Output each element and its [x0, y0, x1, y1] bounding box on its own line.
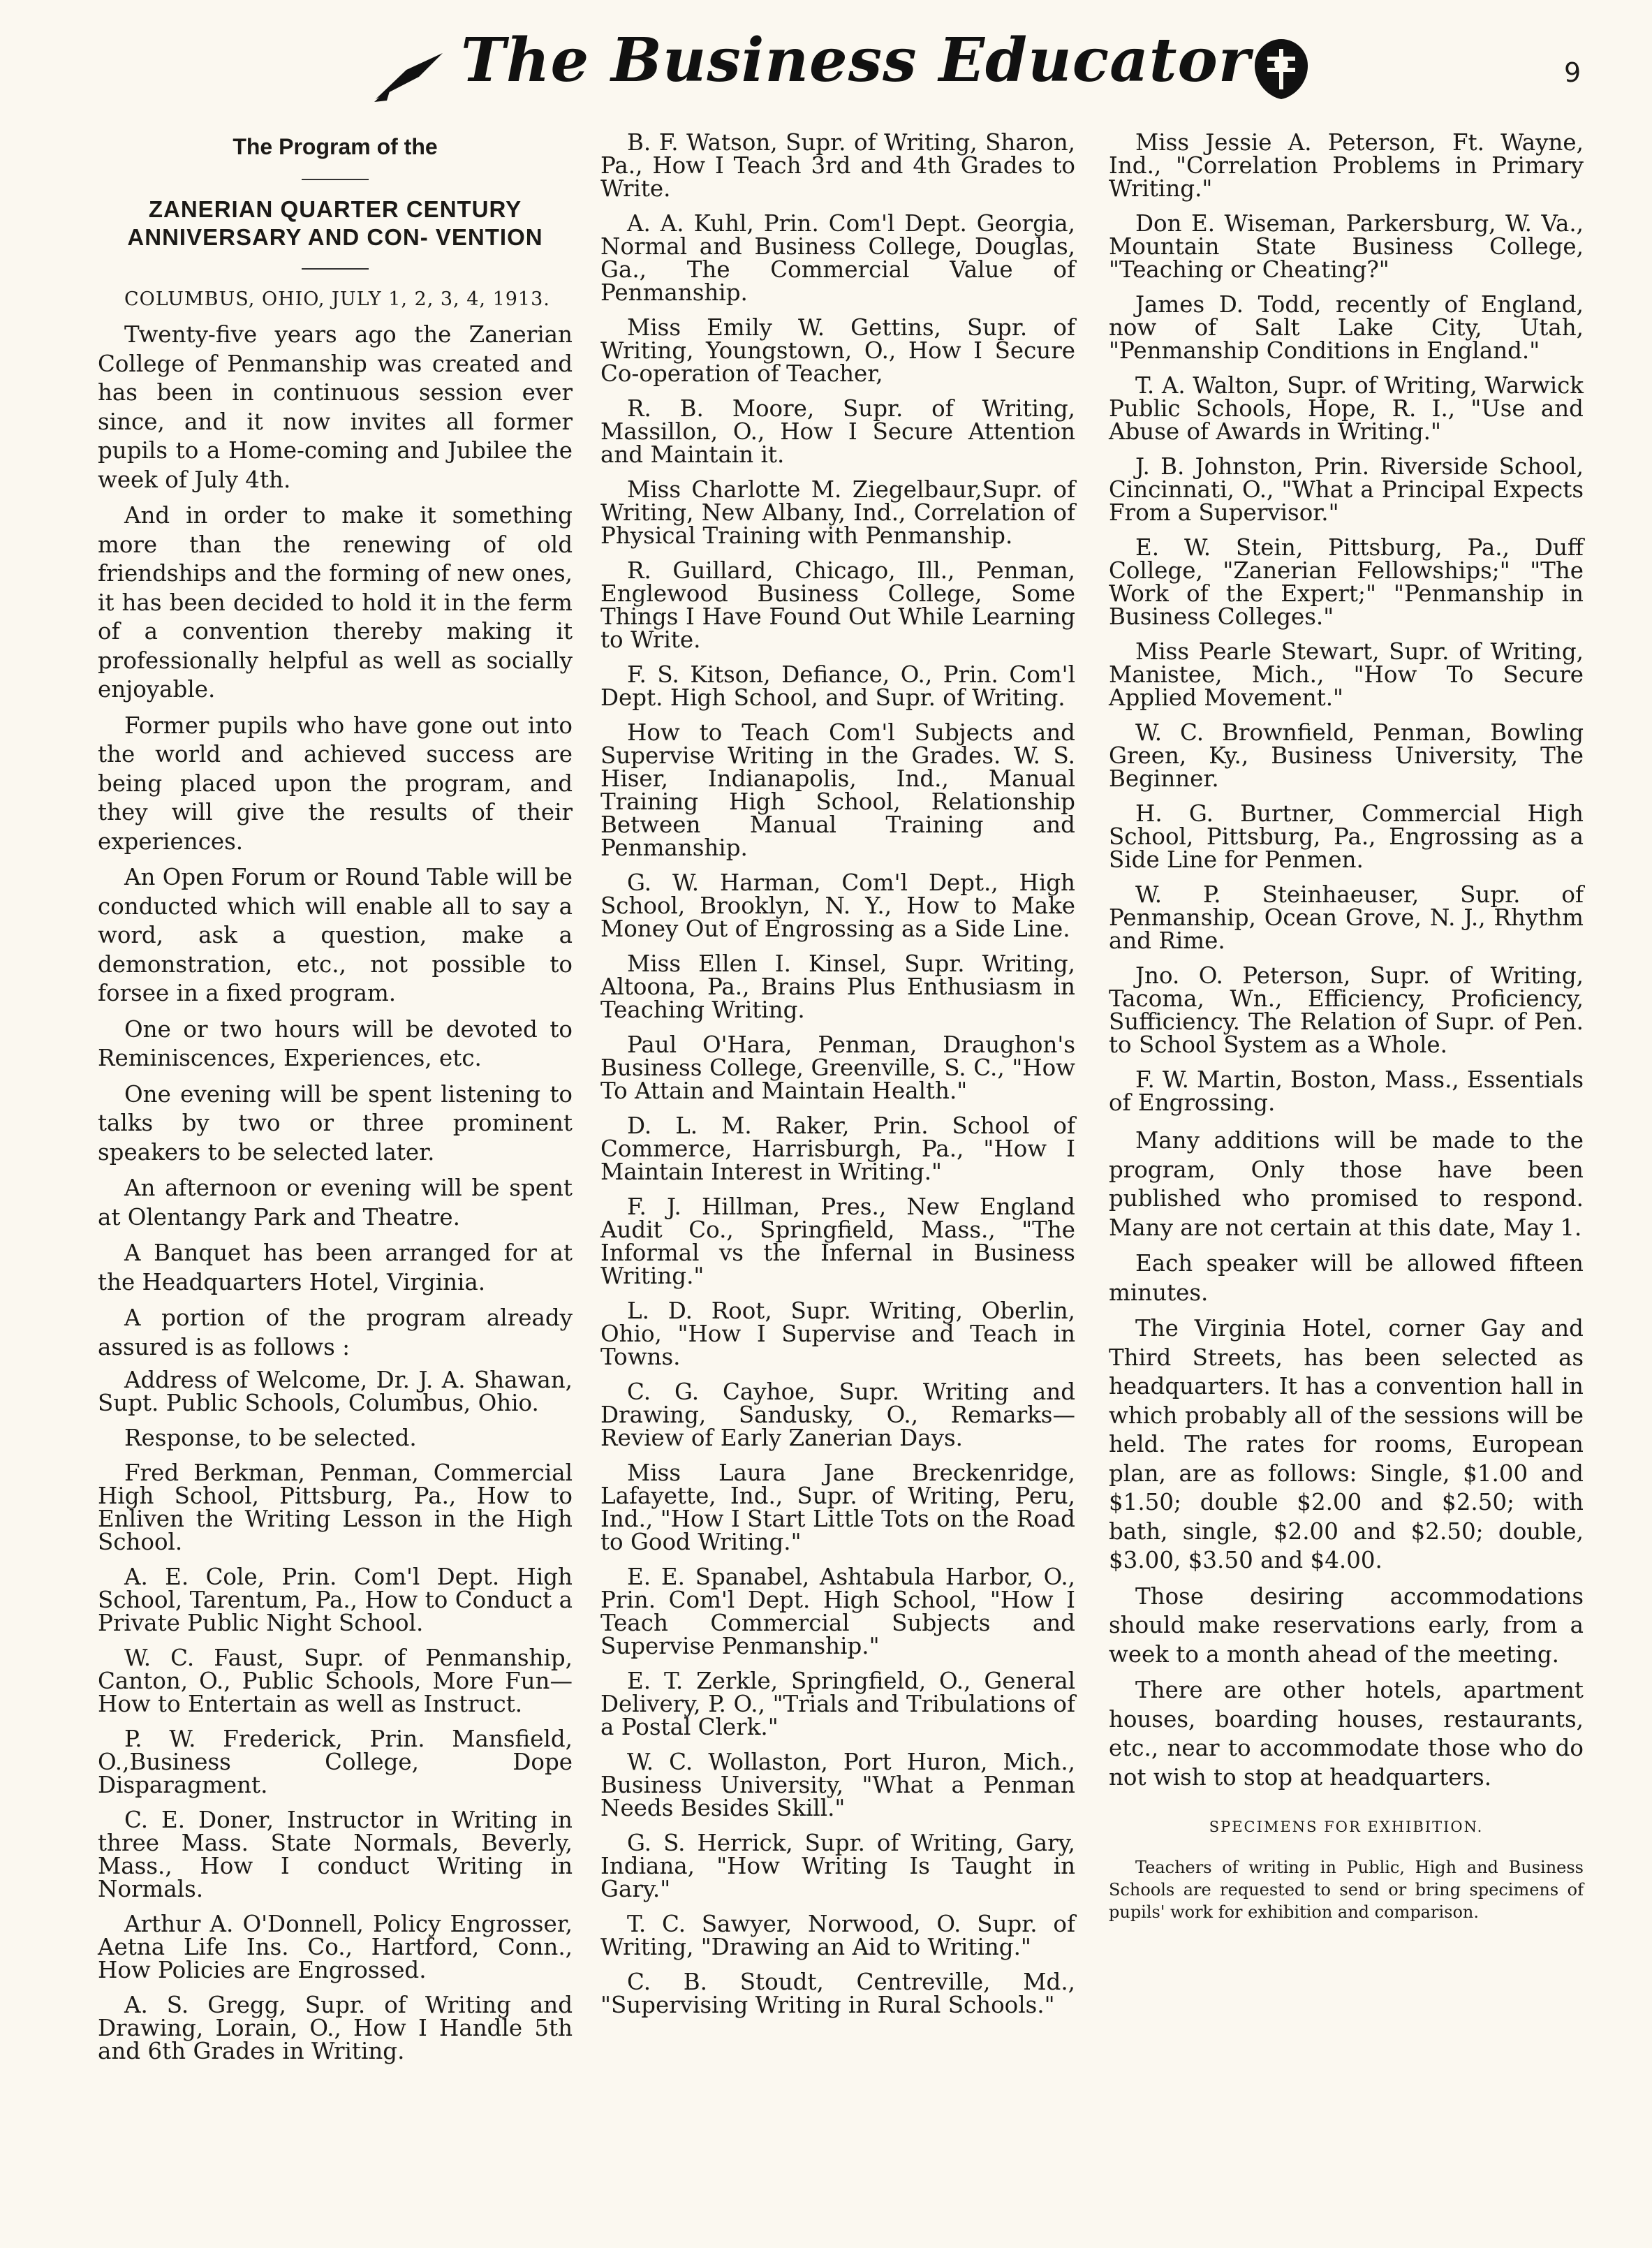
program-entry: G. S. Herrick, Supr. of Writing, Gary, Indiana, "How Writing Is Taught in Gary.": [600, 1830, 1075, 1902]
quill-pen-icon: [370, 49, 447, 105]
paragraph: An afternoon or evening will be spent at Olentangy Park and Theatre.: [98, 1175, 573, 1230]
intro-paragraphs: [98, 321, 573, 1362]
program-entry: A. A. Kuhl, Prin. Com'l Dept. Georgia, Normal and Business College, Douglas, Ga., The Commercial Value of Penmanship.: [600, 210, 1075, 306]
program-entry: Miss Pearle Stewart, Supr. of Writing, Manistee, Mich., "How To Secure Applied Movement.": [1109, 638, 1584, 711]
program-entry: Miss Charlotte M. Ziegelbaur,Supr. of Writing, New Albany, Ind., Correlation of Physical Training with Penmanship.: [600, 476, 1075, 549]
program-entry: G. W. Harman, Com'l Dept., High School, Brooklyn, N. Y., How to Make Money Out of Engrossing as a Side Line.: [600, 869, 1075, 942]
program-entry: F. J. Hillman, Pres., New England Audit Co., Springfield, Mass., "The Informal vs the Infernal in Business Writing.": [600, 1193, 1075, 1289]
emblem-icon: [1246, 34, 1316, 103]
program-entry: L. D. Root, Supr. Writing, Oberlin, Ohio, "How I Supervise and Teach in Towns.: [600, 1298, 1075, 1370]
paragraph: There are other hotels, apartment houses, boarding houses, restaurants, etc., near to accommodate those who do not wish to stop at headquarters.: [1109, 1677, 1584, 1791]
program-entry: Paul O'Hara, Penman, Draughon's Business College, Greenville, S. C., "How To Attain and Maintain Health.": [600, 1031, 1075, 1104]
program-entry: W. C. Wollaston, Port Huron, Mich., Business University, "What a Penman Needs Besides Skill.": [600, 1749, 1075, 1821]
dateline: COLUMBUS, OHIO, JULY 1, 2, 3, 4, 1913.: [124, 288, 550, 310]
divider: [302, 268, 369, 270]
program-entry: Fred Berkman, Penman, Commercial High School, Pittsburg, Pa., How to Enliven the Writing Lesson in the High School.: [98, 1460, 573, 1555]
program-entry: James D. Todd, recently of England, now of Salt Lake City, Utah, "Penmanship Conditions in England.": [1109, 291, 1584, 364]
program-entry: J. B. Johnston, Prin. Riverside School, Cincinnati, O., "What a Principal Expects From a Supervisor.": [1109, 453, 1584, 526]
program-entry: C. E. Doner, Instructor in Writing in three Mass. State Normals, Beverly, Mass., How I conduct Writing in Normals.: [98, 1807, 573, 1902]
column-1: [98, 131, 573, 2075]
program-entry: W. C. Brownfield, Penman, Bowling Green, Ky., Business University, The Beginner.: [1109, 719, 1584, 792]
program-entry: T. A. Walton, Supr. of Writing, Warwick Public Schools, Hope, R. I., "Use and Abuse of Awards in Writing.": [1109, 372, 1584, 445]
paragraph: One or two hours will be devoted to Reminiscences, Experiences, etc.: [98, 1015, 573, 1071]
article-kicker: The Program of the: [233, 134, 438, 159]
program-entry: T. C. Sawyer, Norwood, O. Supr. of Writing, "Drawing an Aid to Writing.": [600, 1911, 1075, 1960]
column-2: [600, 131, 1075, 2029]
program-entry: H. G. Burtner, Commercial High School, Pittsburg, Pa., Engrossing as a Side Line for Penmen.: [1109, 800, 1584, 873]
program-entry: Response, to be selected.: [124, 1425, 417, 1451]
closing-paragraphs: [1109, 1126, 1584, 1792]
divider: [302, 179, 369, 180]
paragraph: And in order to make it something more than the renewing of old friendships and the forming of new ones, it has been decided to hold it in the ferm of a convention thereby making it professionally helpful as well as socially enjoyable.: [98, 502, 573, 703]
article-title: ZANERIAN QUARTER CENTURY ANNIVERSARY AND CON- VENTION: [127, 196, 543, 250]
program-entry: W. C. Faust, Supr. of Penmanship, Canton, O., Public Schools, More Fun—How to Entertain as well as Instruct.: [98, 1645, 573, 1717]
program-entry: F. S. Kitson, Defiance, O., Prin. Com'l Dept. High School, and Supr. of Writing.: [600, 661, 1075, 711]
paragraph: Those desiring accommodations should make reservations early, from a week to a month ahead of the meeting.: [1109, 1582, 1584, 1668]
paragraph: Twenty-five years ago the Zanerian College of Penmanship was created and has been in continuous session ever since, and it now invites all former pupils to a Home-coming and Jubilee the week of July 4th.: [98, 321, 573, 493]
paragraph: A Banquet has been arranged for at the Headquarters Hotel, Virginia.: [98, 1240, 573, 1295]
program-entry: C. G. Cayhoe, Supr. Writing and Drawing, Sandusky, O., Remarks—Review of Early Zanerian Days.: [600, 1379, 1075, 1451]
program-entry: P. W. Frederick, Prin. Mansfield, O.,Business College, Dope Disparagment.: [98, 1726, 573, 1798]
program-entry: E. W. Stein, Pittsburg, Pa., Duff College, "Zanerian Fellowships;" "The Work of the Expert;" "Penmanship in Business Colleges.": [1109, 534, 1584, 630]
paragraph: Many additions will be made to the program, Only those have been published who promised to respond. Many are not certain at this date, May 1.: [1109, 1127, 1584, 1241]
paragraph: The Virginia Hotel, corner Gay and Third Streets, has been selected as headquarters. It has a convention hall in which probably all of the sessions will be held. The rates for rooms, European plan, are as follows: Single, $1.00 and $1.50; double $2.00 and $2.50; with bath, single, $2.00 and $2.50; double, $3.00, $3.50 and $4.00.: [1109, 1315, 1584, 1573]
section-heading: SPECIMENS FOR EXHIBITION.: [1209, 1819, 1484, 1835]
program-entry: E. E. Spanabel, Ashtabula Harbor, O., Prin. Com'l Dept. High School, "How I Teach Commercial Subjects and Supervise Penmanship.": [600, 1564, 1075, 1659]
masthead-title: The Business Educator: [461, 25, 1251, 96]
paragraph: One evening will be spent listening to talks by two or three prominent speakers to be selected later.: [98, 1080, 573, 1166]
program-entry: Miss Ellen I. Kinsel, Supr. Writing, Altoona, Pa., Brains Plus Enthusiasm in Teaching Writing.: [600, 950, 1075, 1023]
program-entry: Miss Jessie A. Peterson, Ft. Wayne, Ind., "Correlation Problems in Primary Writing.": [1109, 129, 1584, 202]
program-entry: E. T. Zerkle, Springfield, O., General Delivery, P. O., "Trials and Tribulations of a Postal Clerk.": [600, 1668, 1075, 1740]
program-list: [98, 1369, 573, 2063]
specimens-notice: Teachers of writing in Public, High and Business Schools are requested to send or bring specimens of pupils' work for exhibition and comparison.: [1109, 1857, 1584, 1922]
program-entry: Arthur A. O'Donnell, Policy Engrosser, Aetna Life Ins. Co., Hartford, Conn., How Policies are Engrossed.: [98, 1911, 573, 1983]
program-entry: R. Guillard, Chicago, Ill., Penman, Englewood Business College, Some Things I Have Found Out While Learning to Write.: [600, 557, 1075, 653]
program-entry: C. B. Stoudt, Centreville, Md., "Supervising Writing in Rural Schools.": [600, 1969, 1075, 2018]
masthead: [0, 0, 1652, 119]
program-entry: Miss Emily W. Gettins, Supr. of Writing, Youngstown, O., How I Secure Co-operation of Teacher,: [600, 314, 1075, 387]
page-number: 9: [1564, 57, 1581, 88]
program-entry: A. S. Gregg, Supr. of Writing and Drawing, Lorain, O., How I Handle 5th and 6th Grades in Writing.: [98, 1992, 573, 2064]
program-entry: D. L. M. Raker, Prin. School of Commerce, Harrisburgh, Pa., "How I Maintain Interest in Writing.": [600, 1112, 1075, 1185]
paragraph: A portion of the program already assured is as follows :: [98, 1305, 573, 1360]
program-entry: How to Teach Com'l Subjects and Supervise Writing in the Grades. W. S. Hiser, Indianapolis, Ind., Manual Training High School, Relationship Between Manual Training and Penmanship.: [600, 719, 1075, 861]
paragraph: Each speaker will be allowed fifteen minutes.: [1109, 1250, 1584, 1306]
paragraph: An Open Forum or Round Table will be conducted which will enable all to say a word, ask a question, make a demonstration, etc., not possible to forsee in a fixed program.: [98, 864, 573, 1006]
program-entry: Miss Laura Jane Breckenridge, Lafayette, Ind., Supr. of Writing, Peru, Ind., "How I Start Little Tots on the Road to Good Writing.": [600, 1460, 1075, 1555]
program-entry: B. F. Watson, Supr. of Writing, Sharon, Pa., How I Teach 3rd and 4th Grades to Write.: [600, 129, 1075, 202]
column-3: [1109, 131, 1584, 1930]
program-entry: R. B. Moore, Supr. of Writing, Massillon, O., How I Secure Attention and Maintain it.: [600, 395, 1075, 468]
program-entry: Address of Welcome, Dr. J. A. Shawan, Supt. Public Schools, Columbus, Ohio.: [98, 1367, 573, 1416]
program-entry: A. E. Cole, Prin. Com'l Dept. High School, Tarentum, Pa., How to Conduct a Private Public Night School.: [98, 1564, 573, 1636]
paragraph: Former pupils who have gone out into the world and achieved success are being placed upon the program, and they will give the results of their experiences.: [98, 712, 573, 855]
program-entry: W. P. Steinhaeuser, Supr. of Penmanship, Ocean Grove, N. J., Rhythm and Rime.: [1109, 881, 1584, 954]
program-entry: Don E. Wiseman, Parkersburg, W. Va., Mountain State Business College, "Teaching or Cheating?": [1109, 210, 1584, 283]
program-entry: Jno. O. Peterson, Supr. of Writing, Tacoma, Wn., Efficiency, Proficiency, Sufficiency. The Relation of Supr. of Pen. to School System as a Whole.: [1109, 962, 1584, 1058]
program-entry: F. W. Martin, Boston, Mass., Essentials of Engrossing.: [1109, 1066, 1584, 1116]
